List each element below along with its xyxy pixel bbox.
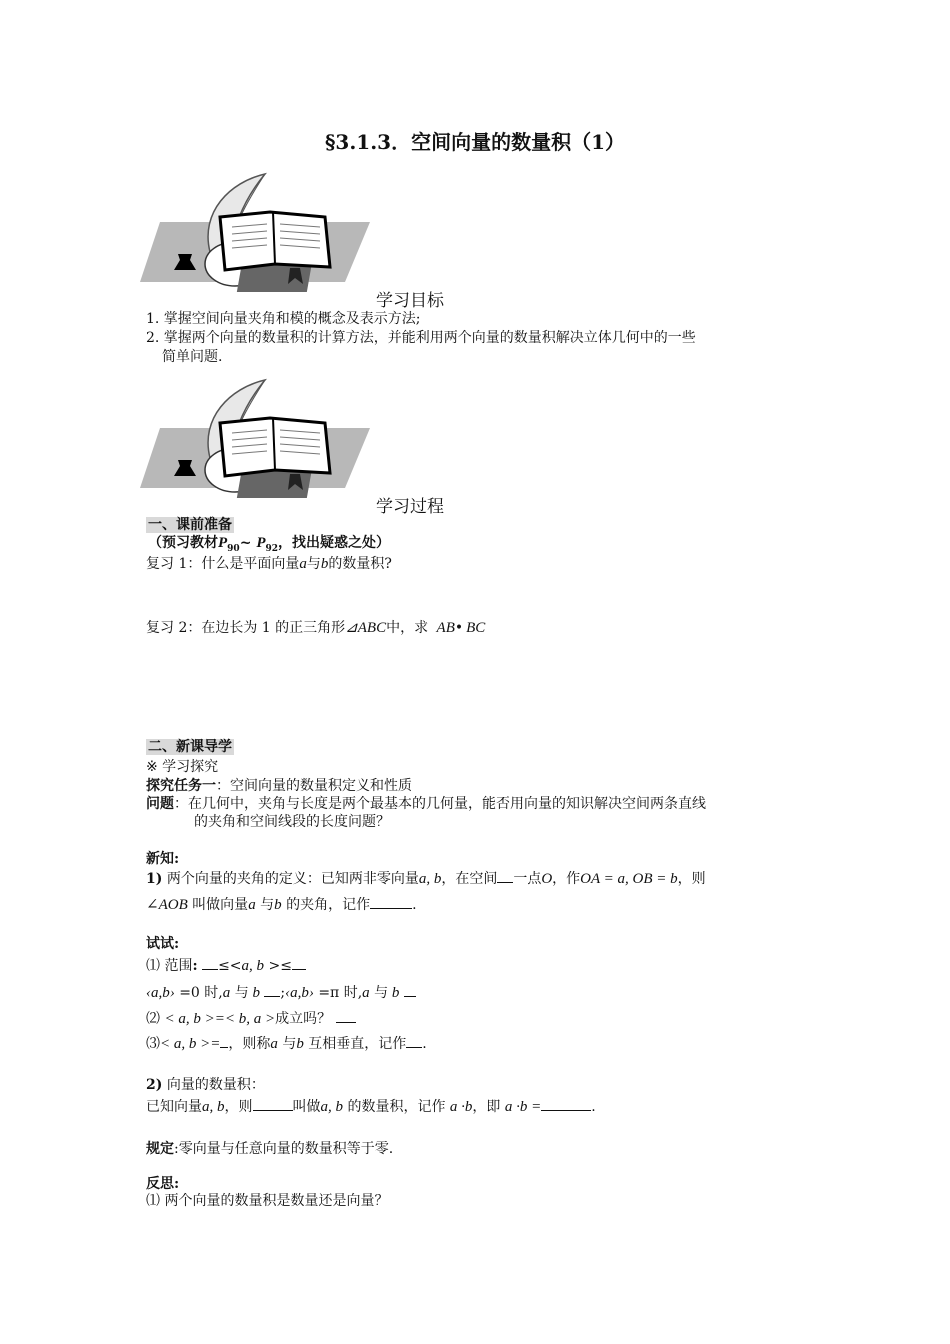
review-2: 复习 2：在边长为 1 的正三角形⊿ABC中，求 AB• BC (146, 620, 486, 636)
book-quill-icon (140, 172, 375, 307)
definition-2: 已知向量a, b，则 叫做a, b 的数量积，记作 a ·b，即 a ·b = . (146, 1099, 596, 1115)
try-1-cases: ‹a,b› =0 时,a 与 b ;‹a,b› =π 时,a 与 b (146, 982, 416, 1002)
answer-blank[interactable] (202, 957, 218, 970)
page-title: §3.1.3．空间向量的数量积（1） (324, 130, 626, 154)
book-quill-icon (140, 378, 375, 513)
definition-1-line-1: 1) 两个向量的夹角的定义：已知两非零向量a, b，在空间 一点O，作OA = a, OB = b，则 (146, 871, 706, 887)
question-line-1: 问题：在几何中，夹角与长度是两个最基本的几何量，能否用向量的知识解决空间两条直线 (146, 796, 706, 812)
section-heading-1: 一、课前准备 (148, 517, 232, 533)
reflect-label: 反思: (146, 1176, 180, 1192)
task-1: 探究任务一：空间向量的数量积定义和性质 (146, 778, 412, 794)
new-knowledge-label: 新知: (146, 851, 180, 867)
answer-blank[interactable] (336, 1010, 356, 1023)
explore-heading: ※ 学习探究 (146, 759, 219, 775)
goal-item-2-cont: 简单问题. (162, 349, 223, 365)
goals-heading: 学习目标 (376, 291, 444, 311)
answer-blank[interactable] (404, 984, 416, 997)
answer-blank[interactable] (370, 896, 412, 909)
process-heading: 学习过程 (376, 497, 444, 517)
question-line-2: 的夹角和空间线段的长度问题？ (194, 814, 390, 830)
answer-blank[interactable] (264, 984, 280, 997)
definition-1-line-2: ∠AOB 叫做向量a 与b 的夹角，记作 . (146, 897, 417, 913)
try-1: ⑴ 范围: ≤<a, b >≤ (146, 955, 306, 975)
answer-blank[interactable] (497, 870, 513, 883)
answer-blank[interactable] (541, 1098, 591, 1111)
section-heading-2: 二、新课导学 (148, 739, 232, 755)
try-2: ⑵ < a, b >=< b, a >成立吗？ (146, 1008, 356, 1028)
reflect-1: ⑴ 两个向量的数量积是数量还是向量？ (146, 1193, 389, 1209)
preview-line: （预习教材$P_{90}\sim$ $P_{92}$，找出疑惑之处） (148, 535, 391, 554)
answer-blank[interactable] (292, 957, 306, 970)
rule: 规定:零向量与任意向量的数量积等于零. (146, 1141, 394, 1157)
review-1: 复习 1：什么是平面向量a与b的数量积? (146, 556, 392, 572)
try-label: 试试: (146, 936, 180, 952)
goal-item-1: 1. 掌握空间向量夹角和模的概念及表示方法; (146, 311, 421, 327)
definition-2-label: 2) 向量的数量积： (146, 1077, 265, 1093)
goal-item-2: 2. 掌握两个向量的数量积的计算方法，并能利用两个向量的数量积解决立体几何中的一些 (146, 330, 696, 346)
answer-blank[interactable] (406, 1035, 422, 1048)
answer-blank[interactable] (253, 1098, 293, 1111)
try-3: ⑶< a, b >= ，则称a 与b 互相垂直，记作 . (146, 1036, 427, 1052)
